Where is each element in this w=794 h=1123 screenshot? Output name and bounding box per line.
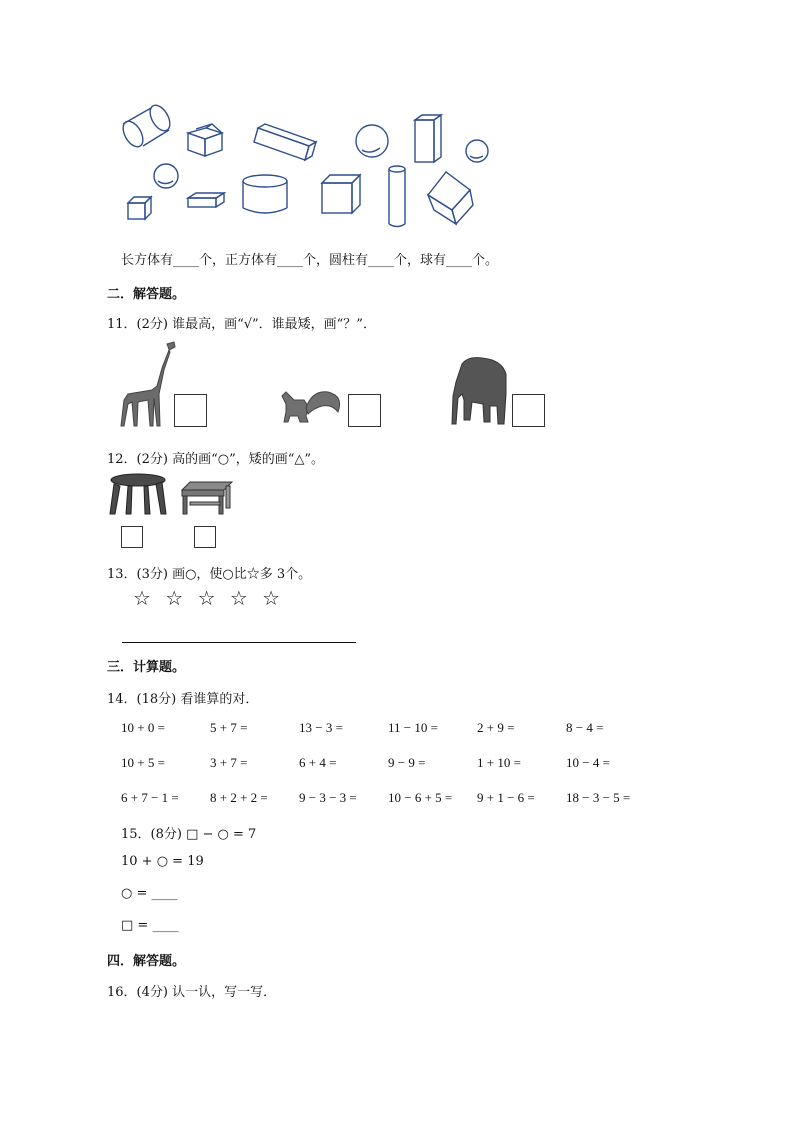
calc-item[interactable]: 9 + 1 − 6 = [477, 790, 535, 805]
question-11-text: 11．(2分) 谁最高，画“√”．谁最矮，画“？”． [107, 317, 376, 332]
calc-item[interactable]: 10 + 0 = [121, 720, 165, 735]
small-sphere-shape [466, 140, 488, 162]
sphere-shape [356, 125, 388, 157]
circle-answer-line[interactable]: ○ = ____ [121, 886, 178, 901]
calc-item[interactable]: 9 − 9 = [388, 755, 426, 770]
equation-line-1: 10 + ○ = 19 [121, 854, 204, 869]
question-15-text: 15．(8分) □ − ○ = 7 [121, 827, 257, 842]
section-2-heading: 二．解答题。 [107, 287, 186, 302]
stars-row: ☆ ☆ ☆ ☆ ☆ [133, 586, 285, 610]
stool-answer-box[interactable] [121, 526, 143, 548]
cylinder-shape [243, 175, 287, 213]
table-answer-box[interactable] [194, 526, 216, 548]
tall-cuboid-shape [415, 115, 441, 162]
solid-shapes-figure [0, 0, 794, 240]
question-13-text: 13．(3分) 画○，使○比☆多 3个。 [107, 567, 312, 582]
section-3-heading: 三．计算题。 [107, 660, 186, 675]
square-answer-line[interactable]: □ = ____ [121, 918, 179, 933]
sphere-shape-2 [154, 164, 178, 188]
giraffe-picture [112, 338, 182, 428]
small-cube-shape [128, 197, 151, 219]
shapes-fill-blank-text: 长方体有____个，正方体有____个，圆柱有____个，球有____个。 [121, 253, 499, 268]
calc-item[interactable]: 10 − 4 = [566, 755, 610, 770]
question-12-text: 12．(2分) 高的画“○”，矮的画“△”。 [107, 452, 325, 467]
calc-item[interactable]: 10 − 6 + 5 = [388, 790, 453, 805]
cube-shape [322, 175, 360, 213]
calc-item[interactable]: 6 + 7 − 1 = [121, 790, 179, 805]
table-picture [180, 480, 234, 516]
calc-item[interactable]: 8 + 2 + 2 = [210, 790, 268, 805]
calc-item[interactable]: 10 + 5 = [121, 755, 165, 770]
calc-item[interactable]: 2 + 9 = [477, 720, 515, 735]
calc-item[interactable]: 9 − 3 − 3 = [299, 790, 357, 805]
giraffe-answer-box[interactable] [174, 394, 207, 427]
calc-item[interactable]: 8 − 4 = [566, 720, 604, 735]
long-cuboid-shape [254, 124, 316, 160]
section-4-heading: 四．解答题。 [107, 954, 186, 969]
thin-cylinder-shape [389, 166, 405, 227]
calc-item[interactable]: 5 + 7 = [210, 720, 248, 735]
calc-item[interactable]: 11 − 10 = [388, 720, 438, 735]
small-prism-shape [188, 124, 222, 156]
flat-cuboid-shape [188, 193, 224, 207]
squirrel-picture [278, 386, 348, 426]
calc-item[interactable]: 1 + 10 = [477, 755, 521, 770]
tilted-cylinder-shape [119, 102, 174, 150]
calc-item[interactable]: 3 + 7 = [210, 755, 248, 770]
question-14-text: 14．(18分) 看谁算的对． [107, 692, 259, 707]
question-16-text: 16．(4分) 认一认，写一写． [107, 985, 277, 1000]
calc-item[interactable]: 18 − 3 − 5 = [566, 790, 631, 805]
squirrel-answer-box[interactable] [348, 394, 381, 427]
elephant-picture [448, 354, 512, 426]
calc-item[interactable]: 6 + 4 = [299, 755, 337, 770]
stool-picture [108, 472, 168, 516]
elephant-answer-box[interactable] [512, 394, 545, 427]
calc-item[interactable]: 13 − 3 = [299, 720, 343, 735]
answer-line[interactable] [122, 642, 356, 643]
tilted-cube-shape [428, 172, 473, 224]
